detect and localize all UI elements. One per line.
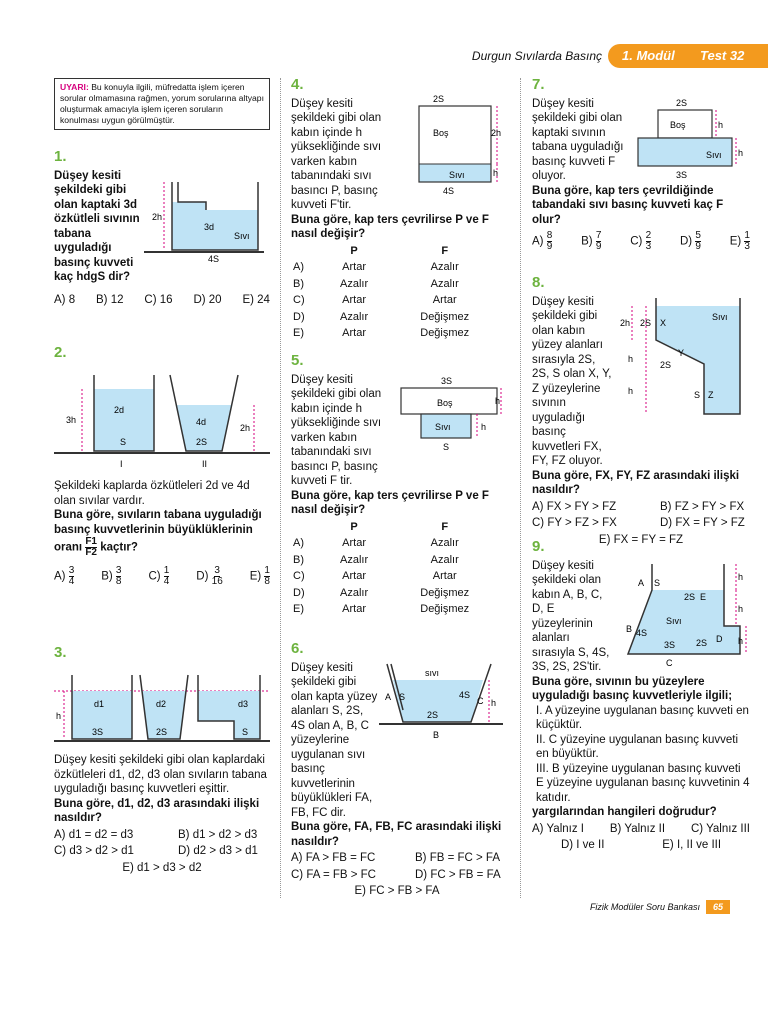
q2-label-2h: 2h xyxy=(240,422,251,433)
question-1 xyxy=(54,150,270,307)
q8-label-2s: 2S xyxy=(640,318,652,328)
ratio-fraction xyxy=(85,537,97,558)
question-7 xyxy=(532,78,750,252)
q2-label-ii: II xyxy=(202,458,208,469)
question-number: 6. xyxy=(291,640,304,657)
q8-label-h: h xyxy=(628,354,634,364)
q1-label-liquid: Sıvı xyxy=(234,231,250,241)
question-text: Düşey kesiti şekildeki olan kabın A, B, C, D, E yüzeylerinin alanları sırasıyla S, 4S, 3S, 2S, 2S'tir. xyxy=(532,559,610,673)
question-text: Düşey kesiti şekildeki gibi olan kabın yüzey alanları sırasıyla 2S, 2S, S olan X, Y, Z yüzeylerine sıvının uyguladığı basınç kuvvetleri FX, FY, FZ oluyor. xyxy=(532,295,612,467)
q3-label-d3: d3 xyxy=(238,698,249,709)
option-c[interactable]: C) d3 > d2 > d1 xyxy=(54,845,134,857)
f-value: Azalır xyxy=(430,261,459,273)
q7-label-h1: h xyxy=(718,120,724,130)
option-letter: A) xyxy=(532,235,544,248)
q9-label-liquid: Sıvı xyxy=(666,616,682,626)
option-letter: C) xyxy=(293,570,305,582)
question-prompt xyxy=(54,508,270,558)
ratio-denominator: F2 xyxy=(85,547,97,558)
q7-label-top: 2S xyxy=(676,98,688,108)
question-text: Düşey kesiti şekildeki gibi olan kapta yüzey alanları S, 2S, 4S olan A, B, C yüzeylerine uygulanan sıvı basınç kuvvetlerinin büyüklükleri FA, FB, FC dir. xyxy=(291,661,378,819)
q9-label-a: A xyxy=(638,578,645,588)
denominator: 4 xyxy=(163,576,170,587)
statement-3: III. B yüzeyine uygulanan basınç kuvveti E yüzeyine uygulanan basınç kuvvetinin 4 katıdır. xyxy=(536,762,750,804)
option-letter: B) xyxy=(581,235,593,248)
option-e[interactable]: E) FC > FB > FA xyxy=(354,885,440,897)
q3-label-3s: 3S xyxy=(92,726,104,737)
question-prompt: Buna göre, kap ters çevrilirse P ve F nasıl değişir? xyxy=(291,489,489,516)
q4-label-empty: Boş xyxy=(433,128,449,138)
q7-figure xyxy=(632,96,750,182)
answer-table xyxy=(291,242,503,343)
q7-label-empty: Boş xyxy=(670,120,686,130)
question-number: 5. xyxy=(291,352,304,369)
option-a[interactable]: A) d1 = d2 = d3 xyxy=(54,828,134,841)
option-e[interactable]: E) 24 xyxy=(242,293,270,306)
option-b[interactable] xyxy=(101,566,121,587)
option-letter: E) xyxy=(293,603,304,615)
answer-row xyxy=(291,868,503,883)
col-head-f: F xyxy=(441,244,449,257)
option-e[interactable] xyxy=(730,231,750,252)
q3-label-s: S xyxy=(242,726,249,737)
question-8 xyxy=(532,276,750,547)
q3-label-d2: d2 xyxy=(156,698,167,709)
option-fraction xyxy=(596,231,602,252)
column-divider xyxy=(520,78,522,898)
question-prompt: Buna göre, FX, FY, FZ arasındaki ilişki nasıldır? xyxy=(532,469,740,496)
option-letter: E) xyxy=(249,570,262,583)
option-b[interactable]: B) FZ > FY > FX xyxy=(660,500,745,513)
answer-options xyxy=(54,293,270,308)
numerator: 7 xyxy=(595,230,602,241)
q8-label-s: S xyxy=(694,390,701,400)
option-fraction xyxy=(646,231,652,252)
q6-label-b: B xyxy=(433,730,440,740)
p-value: Azalır xyxy=(340,277,369,290)
answer-options xyxy=(54,566,270,587)
q6-label-4s: 4S xyxy=(459,690,471,700)
f-value: Değişmez xyxy=(420,603,470,615)
q9-label-e: E xyxy=(700,592,707,602)
option-e[interactable] xyxy=(293,602,501,617)
question-prompt-2: yargılarından hangileri doğrudur? xyxy=(532,806,717,818)
header-module: 1. Modül xyxy=(622,48,675,63)
q6-label-h: h xyxy=(491,698,497,708)
option-a[interactable]: A) FX > FY > FZ xyxy=(532,500,617,513)
denominator: 3 xyxy=(744,241,750,252)
option-d[interactable] xyxy=(196,566,222,587)
answer-row xyxy=(54,828,270,843)
question-2 xyxy=(54,346,270,587)
f-value: Azalır xyxy=(430,553,459,566)
statement-1: I. A yüzeyine uygulanan basınç kuvveti en küçüktür. xyxy=(536,704,749,731)
option-letter: A) xyxy=(54,570,66,583)
numerator: 3 xyxy=(214,565,220,576)
option-letter: B) xyxy=(293,553,304,566)
option-c[interactable] xyxy=(293,293,501,308)
f-value: Azalır xyxy=(430,537,459,549)
answer-table xyxy=(291,518,503,619)
question-4 xyxy=(291,78,503,343)
question-number: 1. xyxy=(54,148,67,165)
q9-label-2s-e: 2S xyxy=(684,592,696,602)
answer-row xyxy=(291,884,503,899)
q7-label-liquid: Sıvı xyxy=(706,150,722,160)
page-number: 65 xyxy=(706,900,730,914)
q5-label-h2: h xyxy=(481,422,487,432)
answer-options xyxy=(532,231,750,252)
option-letter: C) xyxy=(293,294,305,306)
p-value: Artar xyxy=(342,570,366,582)
question-5 xyxy=(291,354,503,619)
option-letter: D) xyxy=(679,235,693,248)
question-9 xyxy=(532,540,750,853)
option-c[interactable]: C) 16 xyxy=(144,293,173,306)
option-letter: A) xyxy=(293,261,304,273)
q2-figure xyxy=(54,365,270,475)
denominator: 9 xyxy=(595,241,602,252)
q9-label-h1: h xyxy=(738,572,744,582)
answer-row xyxy=(532,822,750,837)
header-test: Test 32 xyxy=(700,48,745,63)
f-value: Değişmez xyxy=(420,310,470,323)
q6-label-a: A xyxy=(385,692,392,702)
q8-label-h3: h xyxy=(628,386,634,396)
denominator: 8 xyxy=(115,576,122,587)
option-letter: D) xyxy=(196,570,209,583)
option-e[interactable] xyxy=(293,326,501,341)
numerator: 5 xyxy=(695,230,701,241)
q6-figure xyxy=(379,658,503,754)
question-prompt: Buna göre, kap ters çevrildiğinde tabandaki sıvı basınç kuvveti kaç F olur? xyxy=(532,184,724,226)
option-d[interactable] xyxy=(293,586,501,601)
q9-label-2s-d: 2S xyxy=(696,638,708,648)
q2-label-4d: 4d xyxy=(196,416,207,427)
q4-label-h: h xyxy=(493,168,499,178)
q5-label-empty: Boş xyxy=(437,398,453,408)
option-letter: D) xyxy=(293,586,305,599)
q7-label-h2: h xyxy=(738,148,744,158)
question-number: 4. xyxy=(291,76,304,93)
f-value: Artar xyxy=(432,294,457,306)
option-fraction xyxy=(695,231,701,252)
option-d[interactable]: D) I ve II xyxy=(560,839,605,851)
warning-box xyxy=(54,78,270,130)
answer-row xyxy=(291,851,503,866)
question-number: 8. xyxy=(532,274,545,291)
p-value: Azalır xyxy=(340,310,369,323)
prompt-end: kaçtır? xyxy=(100,541,138,554)
question-prompt: Buna göre, FA, FB, FC arasındaki ilişki nasıldır? xyxy=(291,821,502,848)
option-c[interactable]: C) Yalnız III xyxy=(690,822,750,835)
statement-2: II. C yüzeyine uygulanan basınç kuvveti en büyüktür. xyxy=(536,733,739,760)
answer-row xyxy=(532,838,750,853)
option-a[interactable] xyxy=(293,260,501,275)
option-e[interactable]: E) d1 > d3 > d2 xyxy=(122,861,202,874)
denominator: 16 xyxy=(211,576,223,587)
q5-label-liquid: Sıvı xyxy=(435,422,451,432)
numerator: 1 xyxy=(744,230,750,241)
page-header xyxy=(0,44,768,68)
q8-label-x: X xyxy=(660,318,667,328)
q7-label-bottom: 3S xyxy=(676,170,688,180)
option-letter: A) xyxy=(293,537,304,549)
option-b[interactable]: B) FB = FC > FA xyxy=(415,852,500,864)
question-text: Düşey kesiti şekildeki gibi olan kabın içinde h yüksekliğinde sıvı varken kabın tabanındaki sıvı basıncı P, basınç kuvveti F tir. xyxy=(291,373,382,487)
q5-figure xyxy=(395,374,507,458)
q1-label-h: 2h xyxy=(152,212,163,222)
q6-label-c: C xyxy=(477,696,484,706)
numerator: 2 xyxy=(645,230,652,241)
f-value: Artar xyxy=(432,570,457,582)
q8-label-2h: 2h xyxy=(620,318,631,328)
option-c[interactable] xyxy=(630,231,651,252)
f-value: Değişmez xyxy=(420,327,470,339)
question-text: Düşey kesiti şekildeki gibi olan kaptaki sıvının tabana uyguladığı basınç kuvveti F oluyor. xyxy=(532,97,624,182)
option-a[interactable]: A) FA > FB = FC xyxy=(291,852,376,864)
col-head-f: F xyxy=(441,520,449,533)
q2-label-2d: 2d xyxy=(114,404,125,415)
q2-label-s: S xyxy=(120,436,127,447)
option-letter: E) xyxy=(729,235,742,248)
footer-book-title: Fizik Modüler Soru Bankası xyxy=(589,902,700,912)
q4-label-2h: 2h xyxy=(491,128,502,138)
option-fraction xyxy=(264,566,270,587)
numerator: 1 xyxy=(163,565,170,576)
option-fraction xyxy=(212,566,223,587)
q3-label-d1: d1 xyxy=(94,698,105,709)
p-value: Artar xyxy=(342,603,366,615)
p-value: Artar xyxy=(342,294,366,306)
numerator: 3 xyxy=(115,565,122,576)
option-b[interactable]: B) 12 xyxy=(96,293,124,306)
option-letter: B) xyxy=(293,277,304,290)
option-fraction xyxy=(547,231,553,252)
option-d[interactable] xyxy=(293,310,501,325)
p-value: Artar xyxy=(342,537,366,549)
denominator: 9 xyxy=(546,241,553,252)
option-e[interactable] xyxy=(250,566,270,587)
question-prompt: Buna göre, d1, d2, d3 arasındaki ilişki nasıldır? xyxy=(54,797,260,824)
page-footer xyxy=(590,900,730,914)
option-a[interactable] xyxy=(54,566,74,587)
option-b[interactable]: B) Yalnız II xyxy=(609,822,666,835)
option-fraction xyxy=(116,566,122,587)
ratio-numerator: F1 xyxy=(85,536,97,547)
q2-label-i: I xyxy=(120,458,123,469)
option-fraction xyxy=(744,231,750,252)
option-b[interactable]: B) d1 > d2 > d3 xyxy=(178,828,258,841)
option-letter: C) xyxy=(148,570,161,583)
q6-label-2s: 2S xyxy=(427,710,439,720)
q8-label-liquid: Sıvı xyxy=(712,312,728,322)
q8-label-y: Y xyxy=(678,348,685,358)
q4-label-top: 2S xyxy=(433,94,445,104)
p-value: Artar xyxy=(342,327,366,339)
question-3 xyxy=(54,646,270,875)
question-number: 3. xyxy=(54,644,67,661)
question-text: Düşey kesiti şekildeki gibi olan kabın içinde h yüksekliğinde sıvı varken kabın tabanındaki sıvı basıncı P, basınç kuvveti F'tir. xyxy=(291,97,382,211)
q6-label-s: S xyxy=(399,692,406,702)
answer-row xyxy=(532,516,750,531)
q9-label-c: C xyxy=(666,658,673,668)
numerator: 3 xyxy=(68,565,75,576)
q1-figure xyxy=(144,172,264,264)
option-letter: C) xyxy=(630,235,643,248)
option-d[interactable]: D) FX = FY > FZ xyxy=(660,517,745,529)
question-number: 2. xyxy=(54,344,67,361)
question-prompt: Buna göre, kap ters çevrilirse P ve F nasıl değişir? xyxy=(291,213,489,240)
option-d[interactable]: D) FC > FB = FA xyxy=(415,868,501,881)
q2-label-3h: 3h xyxy=(66,414,77,425)
q2-label-2s: 2S xyxy=(196,436,208,447)
denominator: 3 xyxy=(645,241,652,252)
q8-label-z: Z xyxy=(708,390,714,400)
denominator: 9 xyxy=(695,241,701,252)
header-topic: Durgun Sıvılarda Basınç xyxy=(471,49,602,63)
q8-label-2s-b: 2S xyxy=(660,360,672,370)
q6-label-liquid: sıvı xyxy=(425,668,440,678)
q9-figure xyxy=(620,556,750,670)
option-a[interactable]: A) Yalnız I xyxy=(532,822,584,835)
column-1 xyxy=(54,78,270,874)
question-text: Düşey kesiti şekildeki gibi olan kaptaki 3d özkütleli sıvının tabana uyguladığı basınç kuvveti kaç hdgS dir? xyxy=(54,169,140,283)
option-fraction xyxy=(69,566,75,587)
column-divider xyxy=(280,78,282,898)
q4-label-liquid: Sıvı xyxy=(449,170,465,180)
option-a[interactable] xyxy=(532,231,552,252)
question-number: 7. xyxy=(532,76,545,93)
option-d[interactable]: D) 20 xyxy=(193,293,222,306)
col-head-p: P xyxy=(350,244,358,257)
q9-label-4s: 4S xyxy=(636,628,648,638)
option-c[interactable]: C) FA = FB > FC xyxy=(291,868,376,881)
col-head-p: P xyxy=(350,520,358,533)
q4-figure xyxy=(399,92,507,202)
q9-label-b: B xyxy=(626,624,633,634)
warning-label: UYARI: xyxy=(60,82,89,92)
p-value: Artar xyxy=(342,261,366,273)
option-a[interactable] xyxy=(293,536,501,551)
option-c[interactable]: C) FY > FZ > FX xyxy=(532,517,617,529)
denominator: 8 xyxy=(264,576,270,587)
question-text: Şekildeki kaplarda özkütleleri 2d ve 4d olan sıvılar vardır. xyxy=(54,480,250,507)
header-module-bar xyxy=(608,44,768,68)
option-letter: E) xyxy=(293,327,304,339)
question-prompt: Buna göre, sıvının bu yüzeylere uyguladığı basınç kuvvetleriyle ilgili; xyxy=(532,675,733,702)
prompt-text: Buna göre, sıvıların tabana uyguladığı basınç kuvvetlerinin büyüklüklerinin oranı xyxy=(54,509,262,554)
q3-label-h: h xyxy=(56,710,62,721)
p-value: Azalır xyxy=(340,553,369,566)
q1-label-area: 4S xyxy=(208,254,220,264)
warning-text: Bu konuyla ilgili, müfredatta işlem içeren sorular olmamasına rağmen, yorum sorularına altyapı oluşturmak amacıyla işlem içeren soruların konulması uygun görülmüştür. xyxy=(60,82,264,125)
option-b[interactable] xyxy=(293,277,501,292)
q4-label-bottom: 4S xyxy=(443,186,455,196)
q9-label-s: S xyxy=(654,578,661,588)
q5-label-top: 3S xyxy=(441,376,453,386)
option-d[interactable] xyxy=(680,231,701,252)
option-c[interactable] xyxy=(148,566,169,587)
answer-row xyxy=(54,844,270,859)
q9-label-d: D xyxy=(716,634,723,644)
q9-label-h2: h xyxy=(738,604,744,614)
f-value: Azalır xyxy=(430,277,459,290)
question-text: Düşey kesiti şekildeki gibi olan kaplardaki özkütleleri d1, d2, d3 olan sıvıların tabana uyguladığı basınç kuvvetleri eşittir. xyxy=(54,754,267,795)
question-number: 9. xyxy=(532,538,545,555)
option-fraction xyxy=(164,566,170,587)
q3-label-2s: 2S xyxy=(156,726,168,737)
numerator: 8 xyxy=(546,230,553,241)
option-b[interactable] xyxy=(293,553,501,568)
f-value: Değişmez xyxy=(420,586,470,599)
option-letter: B) xyxy=(101,570,113,583)
option-c[interactable] xyxy=(293,569,501,584)
q5-label-bottom: S xyxy=(443,442,450,452)
option-e[interactable]: E) FX = FY = FZ xyxy=(598,533,684,546)
q3-figure xyxy=(54,665,270,749)
option-b[interactable] xyxy=(581,231,601,252)
q8-figure xyxy=(616,294,746,424)
q5-label-h1: h xyxy=(495,396,501,406)
q9-label-h3: h xyxy=(738,636,744,646)
q9-label-3s: 3S xyxy=(664,640,676,650)
option-d[interactable]: D) d2 > d3 > d1 xyxy=(178,845,258,857)
numerator: 1 xyxy=(264,565,270,576)
option-letter: D) xyxy=(293,310,305,323)
option-e[interactable]: E) I, II ve III xyxy=(662,839,722,851)
question-6 xyxy=(291,642,503,899)
answer-row xyxy=(532,500,750,515)
q1-label-d: 3d xyxy=(204,222,215,232)
option-a[interactable]: A) 8 xyxy=(54,293,76,306)
answer-row xyxy=(54,861,270,876)
denominator: 4 xyxy=(68,576,75,587)
p-value: Azalır xyxy=(340,586,369,599)
